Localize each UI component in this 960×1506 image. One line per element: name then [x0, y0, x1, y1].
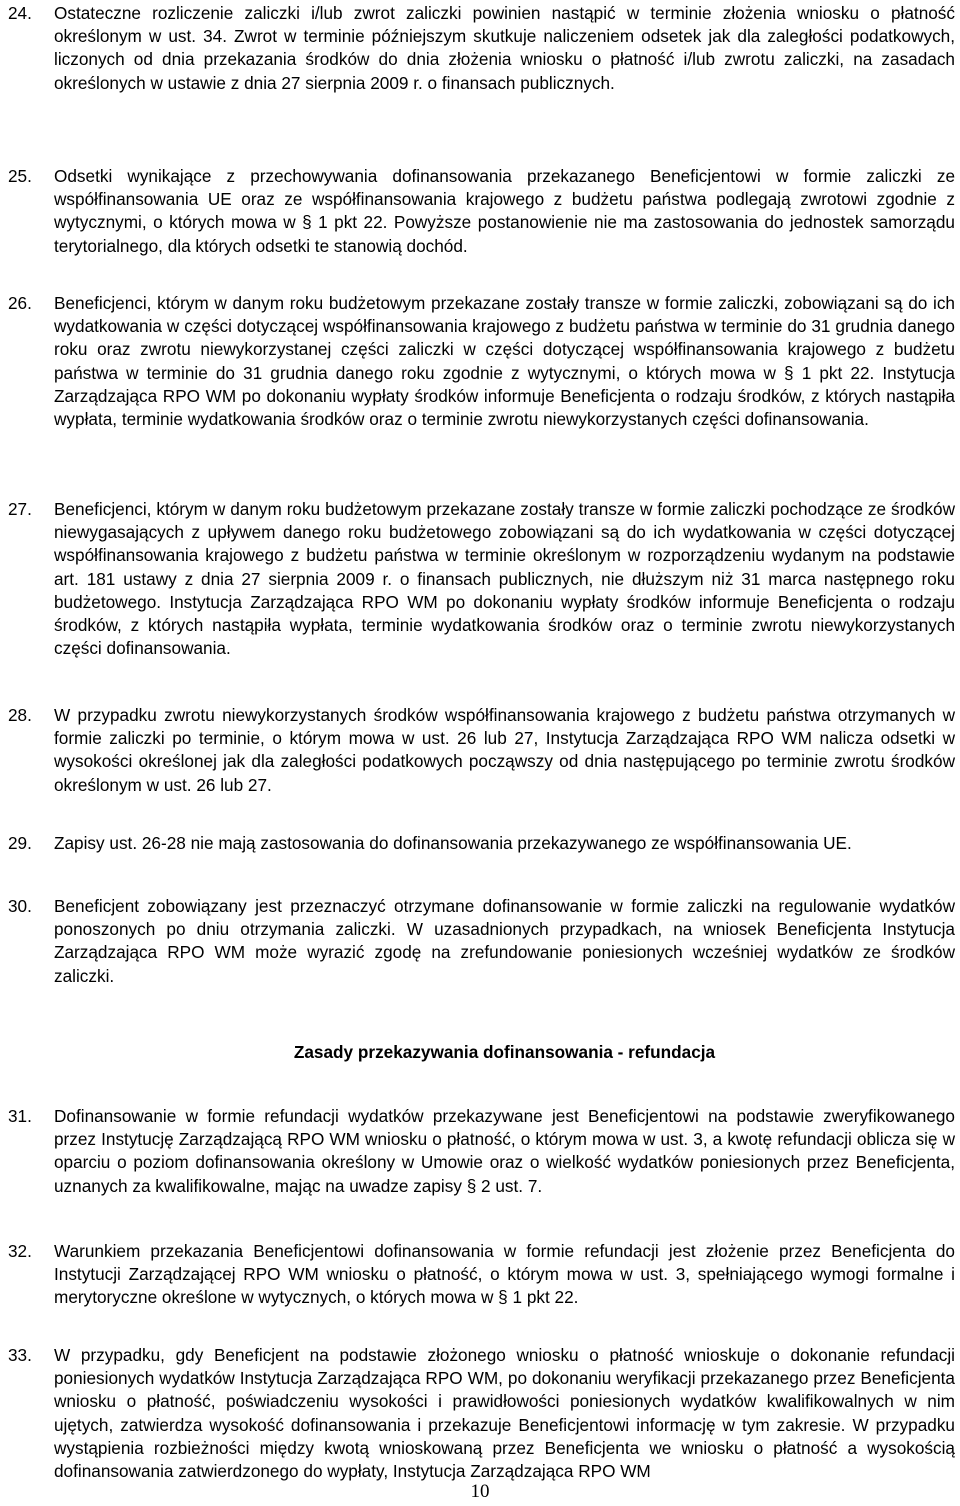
paragraph-text: W przypadku, gdy Beneficjent na podstawie złożonego wniosku o płatność wnioskuje o dokonanie refundacji poniesionych wydatków Instytucja Zarządzająca RPO WM, po dokonaniu weryfikacji przekazanego przez Beneficjenta wniosku o płatność, poświadczeniu wysokości i prawidłowości poniesionych wydatków kwalifikowalnych w nim ujętych, zatwierdza wysokość dofinansowania i przekazuje Beneficjentowi informację w tym zakresie. W przypadku wystąpienia rozbieżności między kwotą wnioskowaną przez Beneficjenta we wniosku o płatność a wysokością dofinansowania zatwierdzonego do wypłaty, Instytucja Zarządzająca RPO WM: [54, 1345, 955, 1482]
section-heading: Zasady przekazywania dofinansowania - refundacja: [293, 1042, 716, 1062]
paragraph-text: Dofinansowanie w formie refundacji wydatków przekazywane jest Beneficjentowi na podstawie zweryfikowanego przez Instytucję Zarządzającą RPO WM wniosku o płatność, o którym mowa w ust. 3, a kwotę refundacji oblicza się w oparciu o poziom dofinansowania określony w Umowie oraz o wielkość wydatków poniesionych przez Beneficjenta, uznanych za kwalifikowalne, mając na uwadze zapisy § 2 ust. 7.: [54, 1106, 955, 1196]
page-number: 10: [470, 1481, 490, 1502]
paragraph-number: 32.: [8, 1241, 32, 1261]
paragraph-text: Warunkiem przekazania Beneficjentowi dofinansowania w formie refundacji jest złożenie przez Beneficjenta do Instytucji Zarządzającej RPO WM wniosku o płatność, o którym mowa w ust. 3, spełniającego wymogi formalne i merytoryczne określone w wytycznych, o których mowa w § 1 pkt 22.: [54, 1241, 955, 1308]
paragraph-number: 33.: [8, 1345, 32, 1365]
paragraph-text: Ostateczne rozliczenie zaliczki i/lub zwrot zaliczki powinien nastąpić w terminie złożenia wniosku o płatność określonym w ust. 34. Zwrot w terminie późniejszym skutkuje naliczeniem odsetek jak dla zaległości podatkowych, liczonych od dnia przekazania środków do dnia złożenia wniosku o płatność i/lub zwrotu zaliczki, na zasadach określonych w ustawie z dnia 27 sierpnia 2009 r. o finansach publicznych.: [54, 3, 955, 93]
paragraph-number: 27.: [8, 499, 32, 519]
paragraph-number: 30.: [8, 896, 32, 916]
paragraph-text: W przypadku zwrotu niewykorzystanych środków współfinansowania krajowego z budżetu państwa otrzymanych w formie zaliczki po terminie, o którym mowa w ust. 26 lub 27, Instytucja Zarządzająca RPO WM nalicza odsetki w wysokości określonej jak dla zaległości podatkowych począwszy od dnia następującego po terminie zwrotu środków określonym w ust. 26 lub 27.: [54, 705, 955, 795]
paragraph-number: 31.: [8, 1106, 32, 1126]
paragraph-number: 25.: [8, 166, 32, 186]
paragraph-text: Beneficjenci, którym w danym roku budżetowym przekazane zostały transze w formie zaliczki, zobowiązani są do ich wydatkowania w części dotyczącej współfinansowania krajowego z budżetu państwa w terminie do 31 grudnia danego roku oraz zwrotu niewykorzystanej części zaliczki w części dotyczącej współfinansowania krajowego z budżetu państwa w terminie do 31 grudnia danego roku zgodnie z wytycznymi, o których mowa w § 1 pkt 22. Instytucja Zarządzająca RPO WM po dokonaniu wypłaty środków informuje Beneficjenta o rodzaju środków, z których nastąpiła wypłata, terminie wydatkowania środków oraz o terminie zwrotu niewykorzystanych części dofinansowania.: [54, 293, 955, 430]
paragraph-text: Odsetki wynikające z przechowywania dofinansowania przekazanego Beneficjentowi w formie zaliczki ze współfinansowania UE oraz ze współfinansowania krajowego z budżetu państwa podlegają zwrotowi zgodnie z wytycznymi, o których mowa w § 1 pkt 22. Powyższe postanowienie nie ma zastosowania do jednostek samorządu terytorialnego, dla których odsetki te stanowią dochód.: [54, 166, 955, 256]
paragraph-text: Beneficjenci, którym w danym roku budżetowym przekazane zostały transze w formie zaliczki pochodzące ze środków niewygasających z upływem danego roku budżetowego zobowiązani są do ich wydatkowania w części dotyczącej współfinansowania krajowego z budżetu państwa w terminie określonym w rozporządzeniu wydanym na podstawie art. 181 ustawy z dnia 27 sierpnia 2009 r. o finansach publicznych, nie dłuższym niż 31 marca następnego roku budżetowego. Instytucja Zarządzająca RPO WM po dokonaniu wypłaty środków informuje Beneficjenta o rodzaju środków, z których nastąpiła wypłata, terminie wydatkowania środków oraz o terminie zwrotu niewykorzystanych części dofinansowania.: [54, 499, 955, 659]
paragraph-text: Beneficjent zobowiązany jest przeznaczyć otrzymane dofinansowanie w formie zaliczki na regulowanie wydatków ponoszonych po dniu otrzymania zaliczki. W uzasadnionych przypadkach, na wniosek Beneficjenta Instytucja Zarządzająca RPO WM może wyrazić zgodę na zrefundowanie poniesionych wcześniej wydatków ze środków zaliczki.: [54, 896, 955, 986]
paragraph-number: 24.: [8, 3, 32, 23]
paragraph-text: Zapisy ust. 26-28 nie mają zastosowania do dofinansowania przekazywanego ze współfinansowania UE.: [54, 833, 852, 853]
paragraph-number: 29.: [8, 833, 32, 853]
paragraph-number: 26.: [8, 293, 32, 313]
paragraph-number: 28.: [8, 705, 32, 725]
